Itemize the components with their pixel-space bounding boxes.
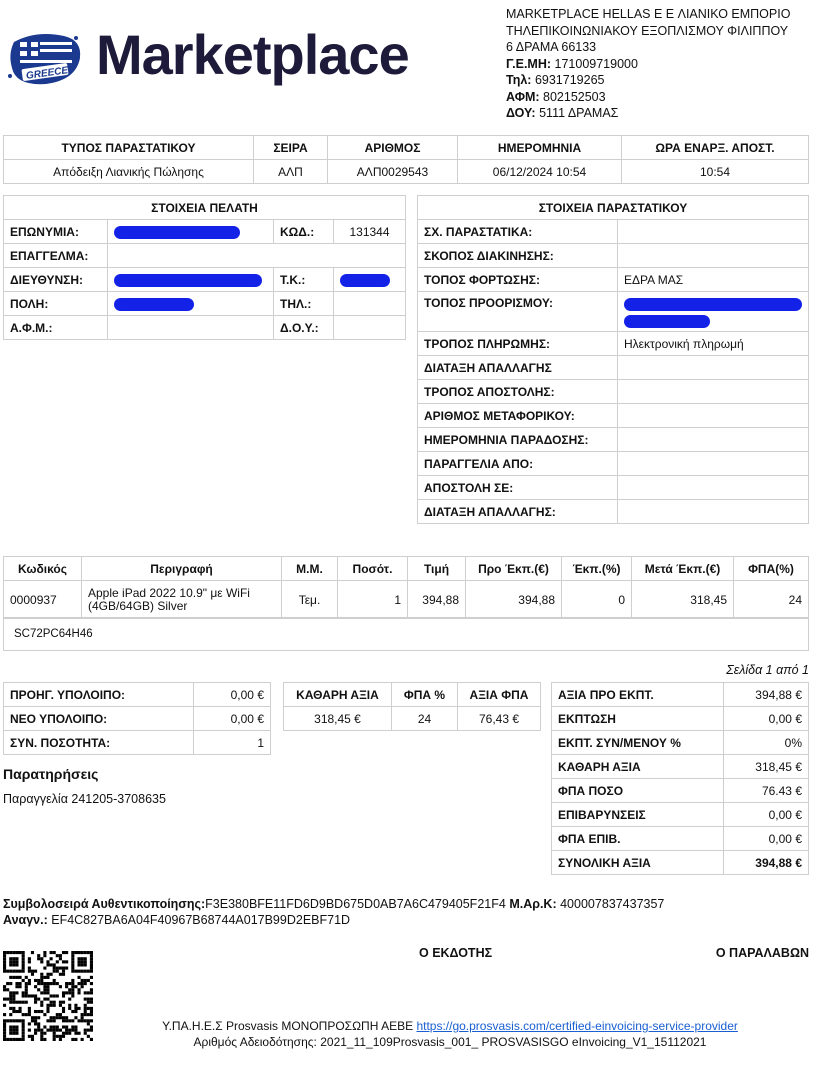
total-before-discount: 394,88 € (724, 683, 809, 707)
greece-flag-icon (6, 28, 86, 90)
related-docs-label: ΣΧ. ΠΑΡΑΣΤΑΤΙΚΑ: (418, 220, 618, 244)
total-charges-label: ΕΠΙΒΑΡΥΝΣΕΙΣ (552, 803, 724, 827)
destination-redacted (618, 292, 809, 332)
customer-address-row (4, 268, 406, 292)
order-from-label: ΠΑΡΑΓΓΕΛΙΑ ΑΠΟ: (418, 452, 618, 476)
remarks-title: Παρατηρήσεις (3, 766, 99, 782)
loading-place: ΕΔΡΑ ΜΑΣ (618, 268, 809, 292)
company-phone: Τηλ: 6931719265 (506, 73, 605, 87)
doc-series: ΑΛΠ (254, 160, 328, 184)
customer-postcode-redacted (334, 268, 406, 292)
col-unit: Μ.Μ. (282, 557, 338, 581)
footer (100, 1018, 800, 1050)
customer-city-row (4, 292, 406, 316)
auth-string-label: Συμβολοσειρά Αυθεντικοποίησης: (3, 897, 206, 911)
mark-number: 400007837437357 (560, 897, 665, 911)
footer-provider-line (100, 1018, 800, 1034)
customer-title: ΣΤΟΙΧΕΙΑ ΠΕΛΑΤΗ (4, 196, 406, 220)
col-description: Περιγραφή (82, 557, 282, 581)
customer-city-label: ΠΟΛΗ: (4, 292, 108, 316)
total-vat-label: ΦΠΑ ΠΟΣΟ (552, 779, 724, 803)
exemption2-label: ΔΙΑΤΑΞΗ ΑΠΑΛΛΑΓΗΣ: (418, 500, 618, 524)
exemption-label: ΔΙΑΤΑΞΗ ΑΠΑΛΛΑΓΗΣ (418, 356, 618, 380)
company-line: ΤΗΛΕΠΙΚΟΙΝΩΝΙΑΚΟΥ ΕΞΟΠΛΙΣΜΟΥ ΦΙΛΙΠΠΟΥ (506, 23, 789, 38)
customer-afm-label: Α.Φ.Μ.: (4, 316, 108, 340)
company-afm: ΑΦΜ: 802152503 (506, 89, 606, 104)
qr-code-icon (3, 951, 93, 1041)
vat-net: 318,45 € (284, 707, 392, 731)
total-discount-percent-label: ΕΚΠΤ. ΣΥΝ/ΜΕΝΟΥ % (552, 731, 724, 755)
logo-badge (6, 28, 86, 90)
page-number: Σελίδα 1 από 1 (726, 663, 809, 677)
vat-summary-table (283, 682, 541, 731)
doc-time: 10:54 (622, 160, 809, 184)
prev-balance: 0,00 € (194, 683, 271, 707)
customer-profession-row (4, 244, 406, 268)
vat-amount: 76,43 € (458, 707, 541, 731)
doc-time-header: ΩΡΑ ΕΝΑΡΞ. ΑΠΟΣΤ. (622, 136, 809, 160)
company-line: 6 ΔΡΑΜΑ 66133 (506, 40, 597, 54)
total-charges-vat: 0,00 € (724, 827, 809, 851)
document-header-row (4, 136, 809, 160)
table-row (4, 581, 809, 619)
logo-text: Marketplace (96, 23, 409, 86)
col-after-discount: Μετά Έκπ.(€) (632, 557, 734, 581)
customer-address-label: ΔΙΕΥΘΥΝΣΗ: (4, 268, 108, 292)
col-vat: ΦΠΑ(%) (734, 557, 809, 581)
vat-amount-header: ΑΞΙΑ ΦΠΑ (458, 683, 541, 707)
item-discount: 0 (562, 581, 632, 619)
document-value-row (4, 160, 809, 184)
item-qty: 1 (338, 581, 408, 619)
total-before-discount-label: ΑΞΙΑ ΠΡΟ ΕΚΠΤ. (552, 683, 724, 707)
customer-code: 131344 (334, 220, 406, 244)
ref-label: Αναγν.: (3, 913, 48, 927)
customer-doy-label: Δ.Ο.Υ.: (274, 316, 334, 340)
total-net-label: ΚΑΘΑΡΗ ΑΞΙΑ (552, 755, 724, 779)
document-table (3, 135, 809, 184)
doc-date-header: ΗΜΕΡΟΜΗΝΙΑ (458, 136, 622, 160)
item-after-discount: 318,45 (632, 581, 734, 619)
destination-label: ΤΟΠΟΣ ΠΡΟΟΡΙΣΜΟΥ: (418, 292, 618, 332)
totals-table (551, 682, 809, 875)
customer-profession-label: ΕΠΑΓΓΕΛΜΑ: (4, 244, 108, 268)
items-header-row (4, 557, 809, 581)
provider-link[interactable]: https://go.prosvasis.com/certified-einvoicing-service-provider (416, 1019, 738, 1033)
item-serial: SC72PC64H46 (3, 617, 809, 651)
customer-name-row (4, 220, 406, 244)
prev-balance-label: ΠΡΟΗΓ. ΥΠΟΛΟΙΠΟ: (4, 683, 194, 707)
issuer-signature: Ο ΕΚΔΟΤΗΣ (419, 946, 493, 960)
vat-rate-header: ΦΠΑ % (392, 683, 458, 707)
item-code: 0000937 (4, 581, 82, 619)
receiver-signature: Ο ΠΑΡΑΛΑΒΩΝ (715, 946, 809, 960)
customer-code-label: ΚΩΔ.: (274, 220, 334, 244)
new-balance: 0,00 € (194, 707, 271, 731)
customer-table (3, 195, 406, 340)
auth-string: F3E380BFE11FD6D9BD675D0AB7A6C479405F21F4 (205, 897, 506, 911)
vehicle-label: ΑΡΙΘΜΟΣ ΜΕΤΑΦΟΡΙΚΟΥ: (418, 404, 618, 428)
payment-method: Ηλεκτρονική πληρωμή (618, 332, 809, 356)
ref-number: EF4C827BA6A04F40967B68744A017B99D2EBF71D (51, 913, 351, 927)
col-price: Τιμή (408, 557, 466, 581)
doc-number-header: ΑΡΙΘΜΟΣ (328, 136, 458, 160)
balances-table (3, 682, 271, 755)
customer-city-redacted (108, 292, 274, 316)
new-balance-label: ΝΕΟ ΥΠΟΛΟΙΠΟ: (4, 707, 194, 731)
total-discount-percent: 0% (724, 731, 809, 755)
footer-provider: Υ.ΠΑ.Η.Ε.Σ Prosvasis ΜΟΝΟΠΡΟΣΩΠΗ ΑΕΒΕ (162, 1019, 414, 1033)
company-doy: ΔΟΥ: 5111 ΔΡΑΜΑΣ (506, 106, 619, 120)
doc-number: ΑΛΠ0029543 (328, 160, 458, 184)
item-vat: 24 (734, 581, 809, 619)
total-discount-label: ΕΚΠΤΩΣΗ (552, 707, 724, 731)
authentication-block (3, 896, 809, 928)
company-gemi: Γ.Ε.ΜΗ: 171009719000 (506, 56, 638, 71)
remarks-text: Παραγγελία 241205-3708635 (3, 792, 166, 806)
col-code: Κωδικός (4, 557, 82, 581)
ship-to-label: ΑΠΟΣΤΟΛΗ ΣΕ: (418, 476, 618, 500)
total-discount: 0,00 € (724, 707, 809, 731)
doc-info-title: ΣΤΟΙΧΕΙΑ ΠΑΡΑΣΤΑΤΙΚΟΥ (418, 196, 809, 220)
customer-phone-label: ΤΗΛ.: (274, 292, 334, 316)
total-charges: 0,00 € (724, 803, 809, 827)
items-table (3, 556, 809, 619)
logo-badge-text: GREECE (25, 65, 69, 82)
doc-info-table (417, 195, 809, 524)
total-charges-vat-label: ΦΠΑ ΕΠΙΒ. (552, 827, 724, 851)
grand-total: 394,88 € (724, 851, 809, 875)
customer-name-label: ΕΠΩΝΥΜΙΑ: (4, 220, 108, 244)
footer-license: Αριθμός Αδειοδότησης: 2021_11_109Prosvasis_001_ PROSVASISGO eInvoicing_V1_15112021 (193, 1035, 707, 1049)
doc-type-header: ΤΥΠΟΣ ΠΑΡΑΣΤΑΤΙΚΟΥ (4, 136, 254, 160)
customer-afm-row (4, 316, 406, 340)
total-qty-label: ΣΥΝ. ΠΟΣΟΤΗΤΑ: (4, 731, 194, 755)
vat-net-header: ΚΑΘΑΡΗ ΑΞΙΑ (284, 683, 392, 707)
purpose-label: ΣΚΟΠΟΣ ΔΙΑΚΙΝΗΣΗΣ: (418, 244, 618, 268)
grand-total-label: ΣΥΝΟΛΙΚΗ ΑΞΙΑ (552, 851, 724, 875)
customer-postcode-label: Τ.Κ.: (274, 268, 334, 292)
col-before-discount: Προ Έκπ.(€) (466, 557, 562, 581)
col-qty: Ποσότ. (338, 557, 408, 581)
item-unit: Τεμ. (282, 581, 338, 619)
company-line: MARKETPLACE HELLAS E E ΛΙΑΝΙΚΟ ΕΜΠΟΡΙΟ (506, 7, 791, 21)
doc-date: 06/12/2024 10:54 (458, 160, 622, 184)
delivery-date-label: ΗΜΕΡΟΜΗΝΙΑ ΠΑΡΑΔΟΣΗΣ: (418, 428, 618, 452)
vat-rate: 24 (392, 707, 458, 731)
loading-place-label: ΤΟΠΟΣ ΦΟΡΤΩΣΗΣ: (418, 268, 618, 292)
item-description: Apple iPad 2022 10.9" με WiFi (4GB/64GB) Silver (82, 581, 282, 619)
doc-series-header: ΣΕΙΡΑ (254, 136, 328, 160)
customer-address-redacted (108, 268, 274, 292)
total-qty: 1 (194, 731, 271, 755)
mark-label: Μ.Αρ.Κ: (509, 897, 557, 911)
payment-label: ΤΡΟΠΟΣ ΠΛΗΡΩΜΗΣ: (418, 332, 618, 356)
col-discount: Έκπ.(%) (562, 557, 632, 581)
item-price: 394,88 (408, 581, 466, 619)
doc-type: Απόδειξη Λιανικής Πώλησης (4, 160, 254, 184)
total-net: 318,45 € (724, 755, 809, 779)
customer-name-redacted (108, 220, 274, 244)
item-before-discount: 394,88 (466, 581, 562, 619)
shipping-label: ΤΡΟΠΟΣ ΑΠΟΣΤΟΛΗΣ: (418, 380, 618, 404)
total-vat: 76.43 € (724, 779, 809, 803)
company-info (506, 6, 790, 122)
